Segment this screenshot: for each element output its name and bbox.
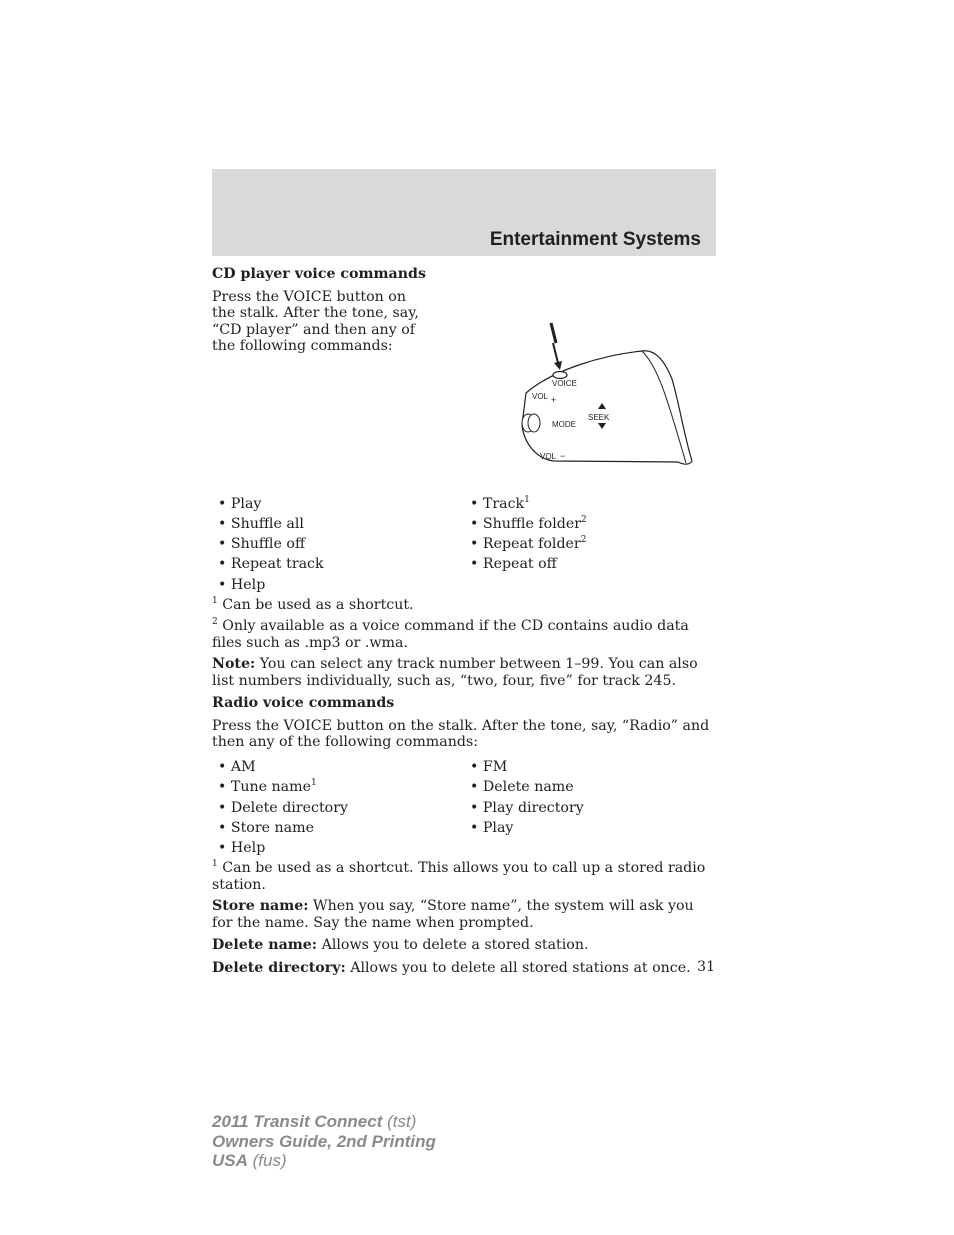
radio-footnote-1: $^1$ Can be used as a shortcut. This allows you to call up a stored radio station. [212, 859, 706, 893]
footer-line-2: Owners Guide, 2nd Printing [212, 1131, 436, 1151]
document-footer [212, 1112, 436, 1171]
cd-footnote-2: $^2$ Only available as a voice command if the CD contains audio data files such as .mp3 or .wma. [212, 617, 689, 651]
list-item: • Play [464, 818, 716, 838]
radio-intro: Press the VOICE button on the stalk. After the tone, say, “Radio” and then any of the following commands: [212, 717, 710, 751]
list-item: • Shuffle all [212, 514, 464, 534]
arrow-down-icon [554, 361, 562, 370]
page-content [212, 266, 716, 982]
list-item: • Help [212, 575, 464, 595]
list-item: • Play directory [464, 798, 716, 818]
radio-heading: Radio voice commands [212, 695, 395, 712]
list-item: • Shuffle folder$^2$ [464, 514, 716, 534]
page-number: 31 [697, 959, 715, 975]
list-item: • Repeat off [464, 554, 716, 574]
steering-stalk-illustration [514, 319, 704, 479]
list-item: • Delete name [464, 777, 716, 797]
svg-text:VOL: VOL [540, 451, 557, 461]
list-item: • Tune name$^1$ [212, 777, 464, 797]
cd-intro: Press the VOICE button on the stalk. After the tone, say, “CD player” and then any of the following commands: [212, 288, 419, 354]
voice-button-icon [553, 371, 567, 378]
svg-text:SEEK: SEEK [588, 412, 610, 422]
footer-line-1: 2011 Transit Connect (tst) [212, 1112, 417, 1131]
mode-knob-icon [528, 414, 540, 432]
svg-text:VOICE: VOICE [552, 378, 577, 388]
section-header [212, 169, 716, 256]
cd-footnote-1: $^1$ Can be used as a shortcut. [212, 595, 414, 613]
radio-command-list [212, 757, 716, 858]
list-item: • FM [464, 757, 716, 777]
list-item: • Store name [212, 818, 464, 838]
cd-command-list [212, 494, 716, 595]
list-item: • AM [212, 757, 464, 777]
list-item: • Help [212, 838, 464, 858]
cd-heading: CD player voice commands [212, 266, 426, 282]
list-item: • Repeat folder$^2$ [464, 534, 716, 554]
svg-text:+: + [551, 394, 557, 405]
cd-intro-row [212, 289, 716, 494]
list-item: • Track$^1$ [464, 494, 716, 514]
list-item: • Delete directory [212, 798, 464, 818]
footer-line-3: USA (fus) [212, 1151, 287, 1170]
list-item: • Play [212, 494, 464, 514]
section-title: Entertainment Systems [489, 229, 701, 250]
delete-name-description: Delete name: Allows you to delete a stored station. [212, 937, 589, 954]
delete-directory-description: Delete directory: Allows you to delete all stored stations at once. [212, 959, 691, 976]
svg-text:MODE: MODE [552, 419, 576, 429]
store-name-description: Store name: When you say, “Store name”, the system will ask you for the name. Say the name when prompted. [212, 898, 694, 931]
svg-text:−: − [560, 450, 566, 461]
list-item: • Repeat track [212, 554, 464, 574]
note: Note: You can select any track number between 1–99. You can also list numbers individually, such as, “two, four, five” for track 245. [212, 656, 698, 689]
svg-text:VOL: VOL [532, 391, 549, 401]
list-item: • Shuffle off [212, 534, 464, 554]
